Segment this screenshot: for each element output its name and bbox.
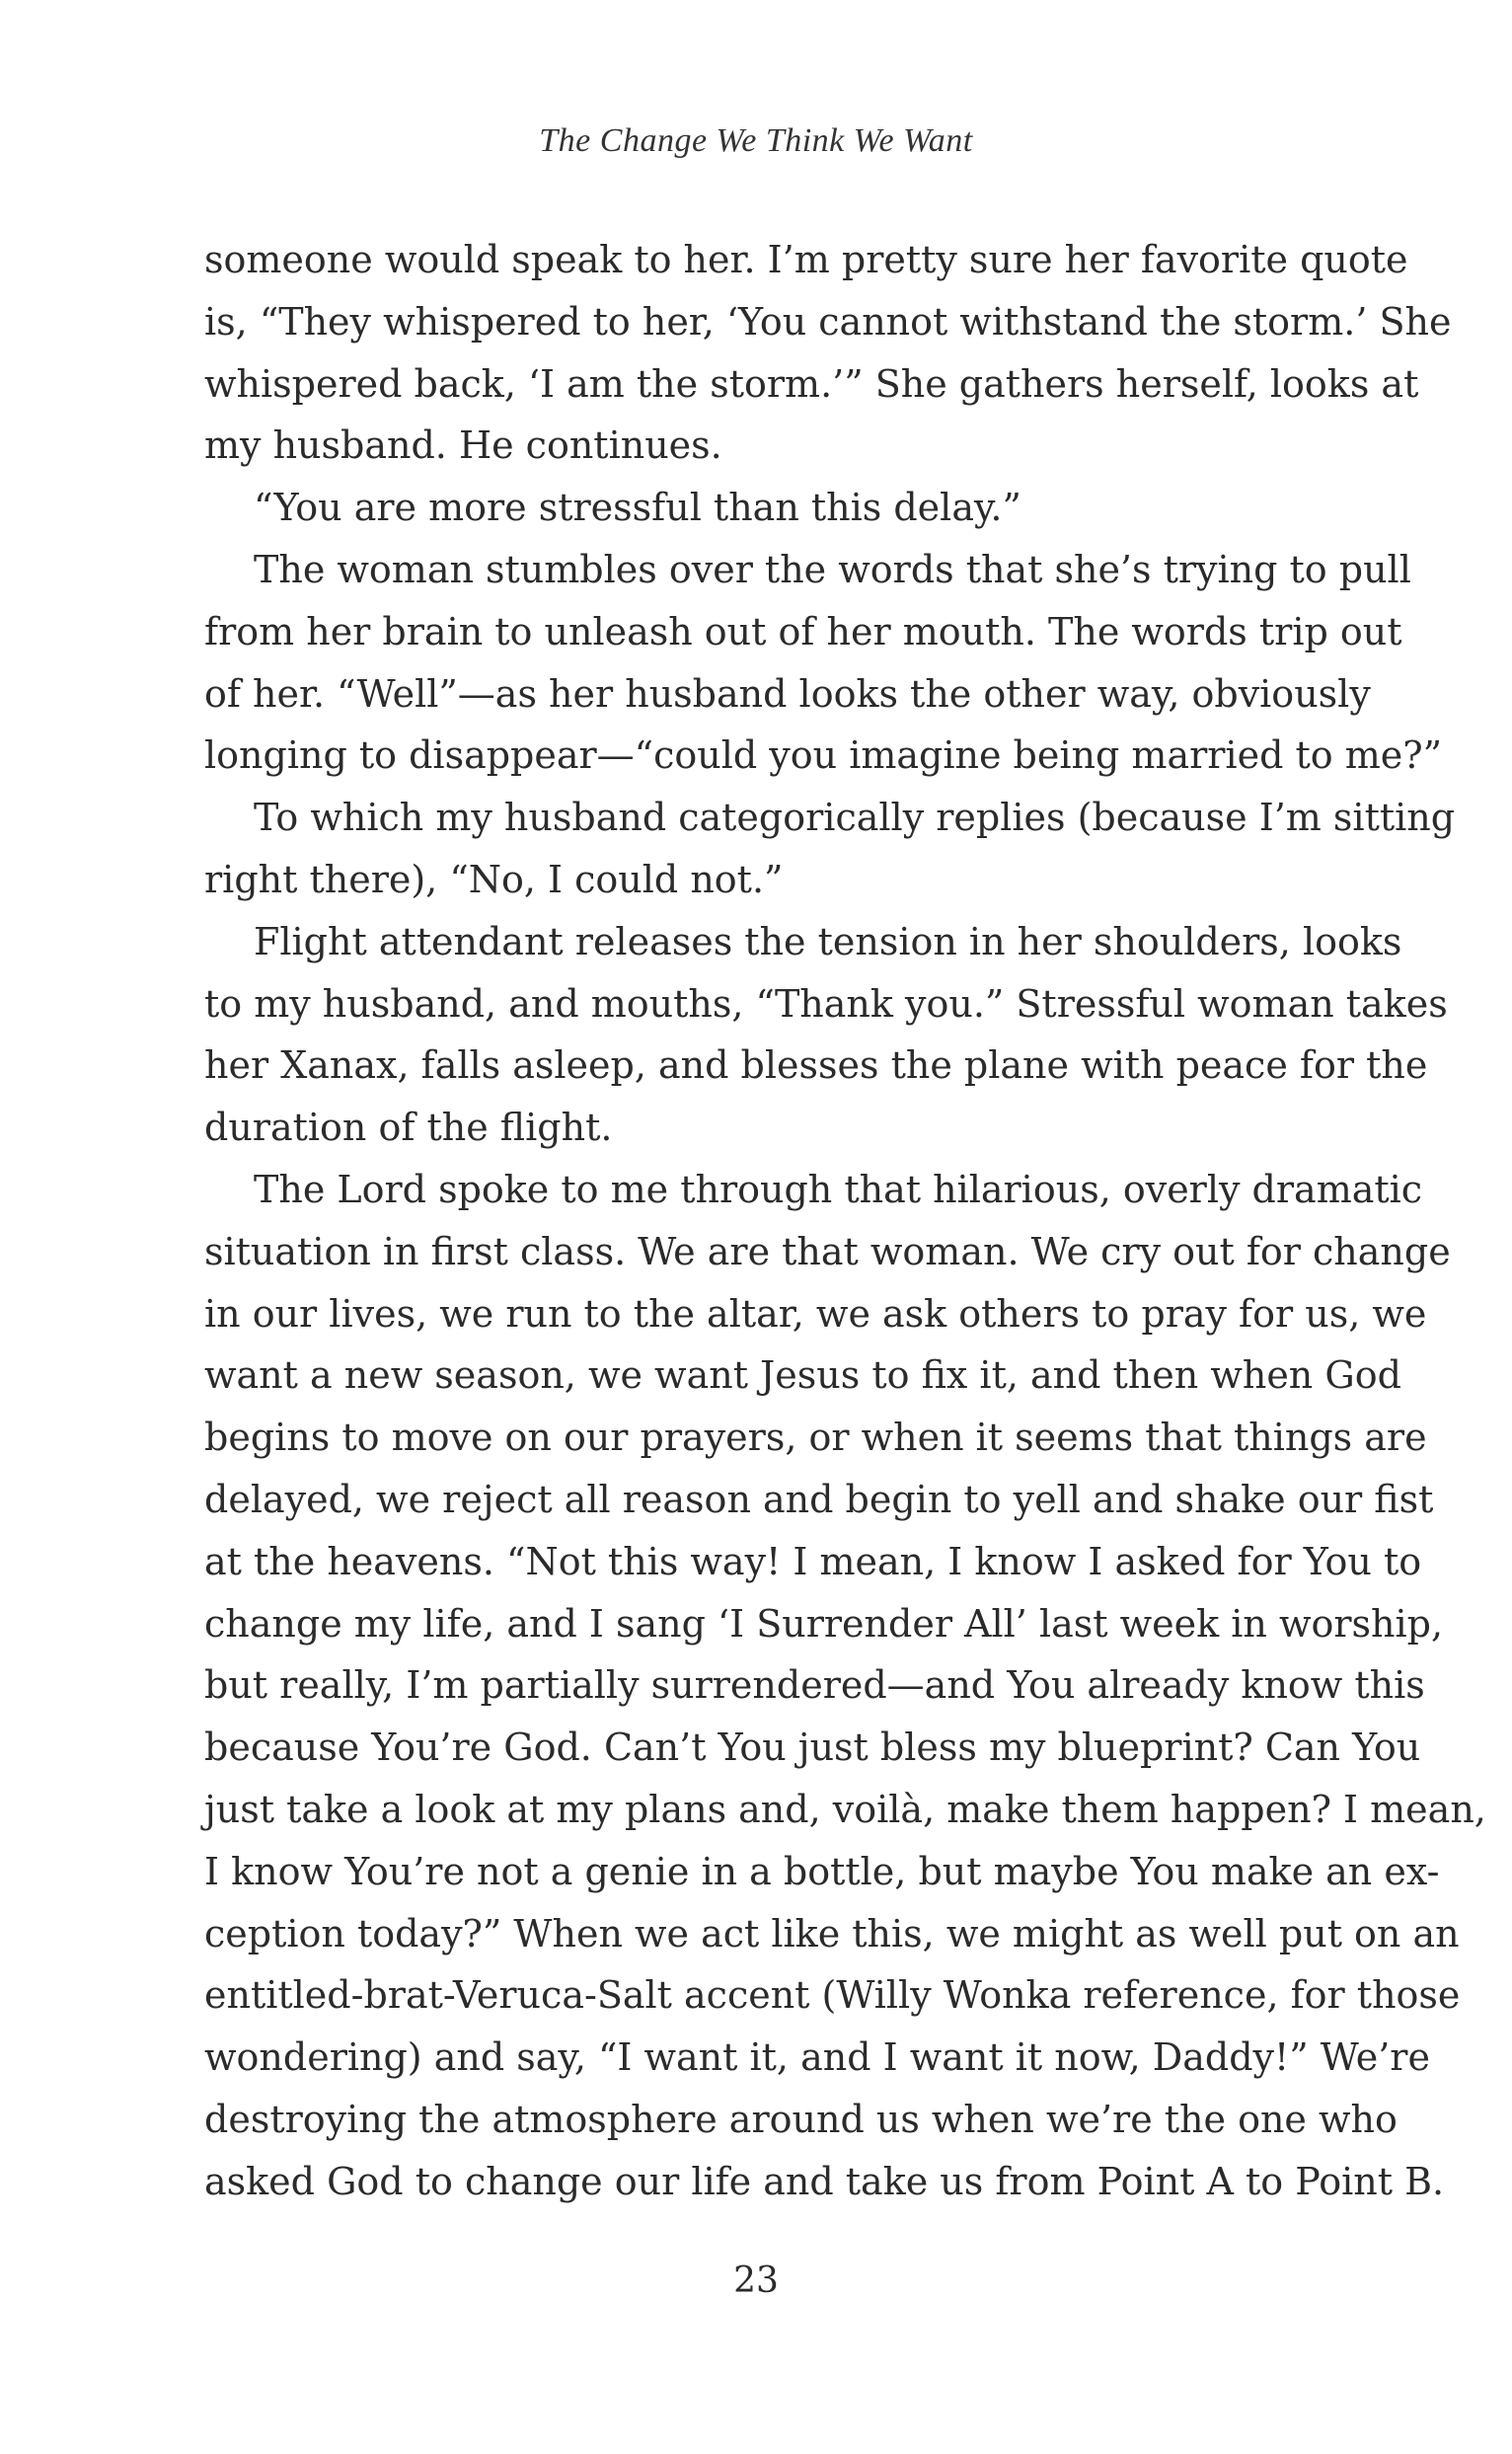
text-line: her Xanax, falls asleep, and blesses the plane with peace for the [204, 1043, 1428, 1088]
text-line: of her. “Well”—as her husband looks the other way, obviously [204, 671, 1371, 716]
text-line: at the heavens. “Not this way! I mean, I know I asked for You to [204, 1539, 1422, 1583]
running-header: The Change We Think We Want [539, 122, 973, 159]
text-line: wondering) and say, “I want it, and I want it now, Daddy!” We’re [204, 2035, 1430, 2080]
text-line: someone would speak to her. I’m pretty sure her favorite quote [204, 238, 1408, 281]
text-line: I know You’re not a genie in a bottle, but maybe You make an ex- [204, 1849, 1440, 1893]
text-line: just take a look at my plans and, voilà, make them happen? I mean, [204, 1787, 1486, 1831]
text-line: is, “They whispered to her, ‘You cannot withstand the storm.’ She [204, 299, 1452, 344]
text-line: Flight attendant releases the tension in her shoulders, looks [254, 919, 1402, 963]
text-line: duration of the flight. [204, 1106, 613, 1150]
text-line: begins to move on our prayers, or when it seems that things are [204, 1416, 1427, 1460]
page-number: 23 [733, 2261, 779, 2301]
text-line: my husband. He continues. [204, 423, 722, 468]
body-text [204, 229, 1486, 2213]
text-line: want a new season, we want Jesus to fix it, and then when God [204, 1353, 1401, 1398]
text-line: change my life, and I sang ‘I Surrender All’ last week in worship, [204, 1601, 1444, 1646]
text-line: asked God to change our life and take us from Point A to Point B. [204, 2159, 1445, 2203]
text-line: from her brain to unleash out of her mouth. The words trip out [204, 609, 1402, 653]
text-line: situation in first class. We are that woman. We cry out for change [204, 1229, 1451, 1273]
text-line: The Lord spoke to me through that hilarious, overly dramatic [254, 1167, 1423, 1211]
text-line: because You’re God. Can’t You just bless my blueprint? Can You [204, 1725, 1421, 1770]
text-line: To which my husband categorically replies (because I’m sitting [254, 796, 1456, 840]
text-line: longing to disappear—“could you imagine being married to me?” [204, 733, 1443, 778]
text-line: delayed, we reject all reason and begin to yell and shake our fist [204, 1477, 1434, 1521]
text-line: “You are more stressful than this delay.” [254, 486, 1021, 530]
text-line: to my husband, and mouths, “Thank you.” Stressful woman takes [204, 981, 1448, 1026]
text-line: right there), “No, I could not.” [204, 857, 784, 901]
text-line: ception today?” When we act like this, we might as well put on an [204, 1911, 1460, 1956]
text-line: entitled-brat-Veruca-Salt accent (Willy Wonka reference, for those [204, 1973, 1461, 2018]
text-line: The woman stumbles over the words that she’s trying to pull [254, 547, 1411, 591]
text-line: destroying the atmosphere around us when we’re the one who [204, 2097, 1398, 2141]
text-line: but really, I’m partially surrendered—and You already know this [204, 1663, 1425, 1708]
text-line: in our lives, we run to the altar, we ask others to pray for us, we [204, 1291, 1427, 1336]
text-line: whispered back, ‘I am the storm.’” She gathers herself, looks at [204, 361, 1419, 406]
